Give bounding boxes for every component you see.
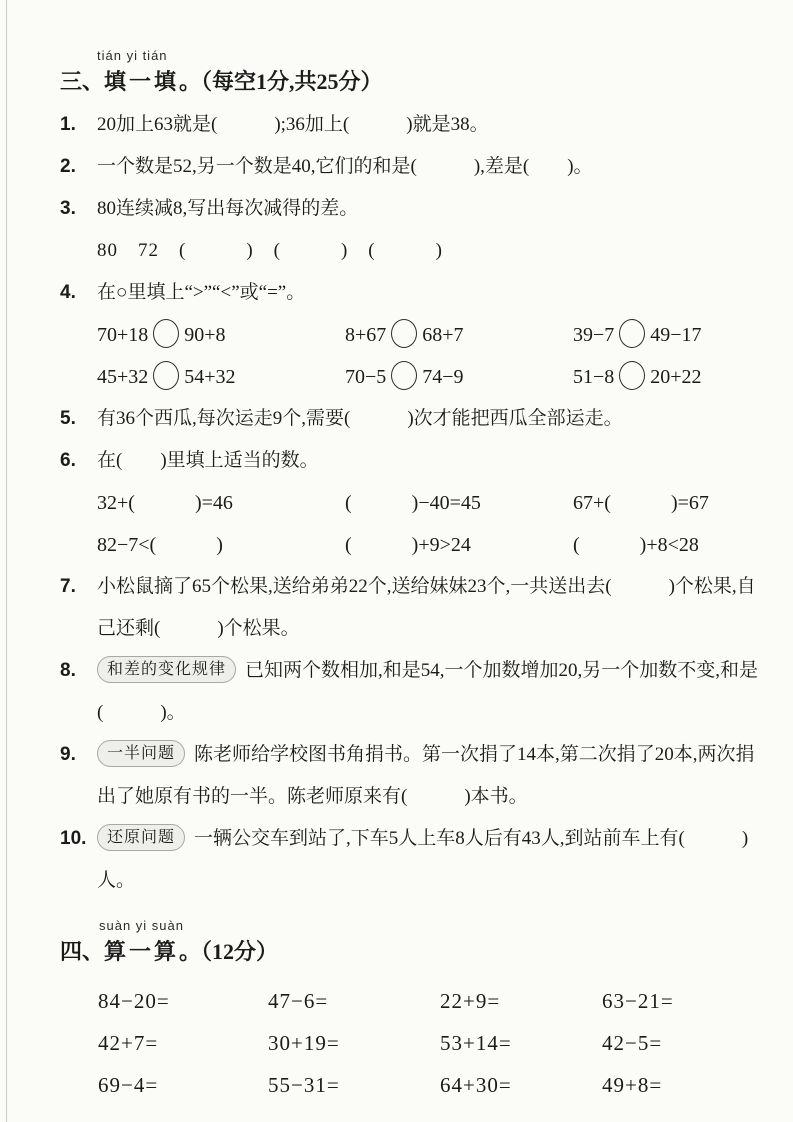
question-8: [60, 650, 767, 734]
fill-item: ( )+9>24: [345, 534, 471, 556]
fill-item: 67+( )=67: [573, 492, 709, 514]
calc-problem: 42−5=: [602, 1031, 663, 1055]
fill-row-1: [97, 482, 767, 524]
section3-number: 三、: [60, 69, 105, 94]
question-7: [60, 566, 767, 650]
calc-problem: 42+7=: [98, 1031, 159, 1055]
calc-problem: 69−4=: [98, 1073, 159, 1097]
question-3: [60, 188, 767, 272]
question-9-text: 陈老师给学校图书角捐书。第一次捐了14本,第二次捐了20本,两次捐出了她原有书的一半。陈老师原来有( )本书。: [97, 744, 755, 807]
question-3-text: 80连续减8,写出每次减得的差。: [97, 198, 359, 219]
question-8-number: 8.: [60, 660, 76, 681]
fill-item: ( )+8<28: [573, 534, 699, 556]
question-4-number: 4.: [60, 282, 76, 303]
calc-problem: 84−20=: [98, 989, 170, 1013]
section4-points: 。（12分）: [179, 939, 279, 964]
comparison-right: 74−9: [422, 366, 464, 388]
topic-badge: 还原问题: [97, 824, 185, 851]
comparison-row-1: [97, 314, 767, 356]
section4-title: 算一算: [104, 939, 180, 964]
comparison-right: 90+8: [184, 324, 226, 346]
compare-circle: [391, 319, 417, 348]
compare-circle: [153, 361, 179, 390]
section4: [60, 916, 767, 1106]
question-10-text: 一辆公交车到站了,下车5人上车8人后有43人,到站前车上有( )人。: [97, 828, 749, 891]
question-6-text: 在( )里填上适当的数。: [97, 450, 319, 471]
question-2-number: 2.: [60, 156, 76, 177]
section3-header: [60, 66, 767, 98]
comparison-right: 68+7: [422, 324, 464, 346]
calc-problem: 49+8=: [602, 1073, 663, 1097]
comparison-right: 20+22: [650, 366, 702, 388]
question-2-text: 一个数是52,另一个数是40,它们的和是( ),差是( )。: [97, 156, 593, 177]
calculation-grid: [98, 980, 738, 1106]
calc-problem: 47−6=: [268, 989, 329, 1013]
question-2: [60, 146, 767, 188]
fill-row-2: [97, 524, 767, 566]
section3-points: 。（每空1分,共25分）: [179, 69, 383, 94]
comparison-left: 39−7: [573, 324, 615, 346]
fill-item: ( )−40=45: [345, 492, 481, 514]
question-10: [60, 818, 767, 902]
section4-header: [60, 936, 767, 968]
comparison-item: [345, 314, 573, 356]
comparison-row-2: [97, 356, 767, 398]
question-3-sequence: 80 72 ( ) ( ) ( ): [97, 240, 443, 261]
section3-pinyin: tián yi tián: [97, 48, 168, 63]
topic-badge: 和差的变化规律: [97, 656, 236, 683]
question-10-number: 10.: [60, 828, 87, 849]
comparison-left: 70−5: [345, 366, 387, 388]
fill-item: 82−7<( ): [97, 534, 223, 556]
section4-pinyin: suàn yi suàn: [99, 918, 184, 933]
question-8-text: 已知两个数相加,和是54,一个加数增加20,另一个加数不变,和是( )。: [97, 660, 759, 723]
question-3-number: 3.: [60, 198, 76, 219]
question-4-text: 在○里填上“>”“<”或“=”。: [97, 282, 306, 303]
question-7-text: 小松鼠摘了65个松果,送给弟弟22个,送给妹妹23个,一共送出去( )个松果,自己还剩( )个松果。: [97, 576, 756, 639]
comparison-item: [97, 356, 345, 398]
compare-circle: [619, 319, 645, 348]
question-5-text: 有36个西瓜,每次运走9个,需要( )次才能把西瓜全部运走。: [97, 408, 623, 429]
fill-item: 32+( )=46: [97, 492, 233, 514]
calc-problem: 63−21=: [602, 989, 674, 1013]
compare-circle: [153, 319, 179, 348]
comparison-left: 8+67: [345, 324, 387, 346]
comparison-right: 49−17: [650, 324, 702, 346]
page-edge-line: [6, 0, 7, 1122]
question-4: [60, 272, 767, 398]
topic-badge: 一半问题: [97, 740, 185, 767]
calc-problem: 53+14=: [440, 1031, 512, 1055]
question-1: [60, 104, 767, 146]
section4-number: 四、: [60, 939, 105, 964]
compare-circle: [391, 361, 417, 390]
question-6: [60, 440, 767, 566]
question-6-number: 6.: [60, 450, 76, 471]
calc-problem: 22+9=: [440, 989, 501, 1013]
comparison-item: [573, 356, 767, 398]
question-9: [60, 734, 767, 818]
question-7-number: 7.: [60, 576, 76, 597]
comparison-item: [573, 314, 767, 356]
comparison-left: 51−8: [573, 366, 615, 388]
comparison-item: [345, 356, 573, 398]
question-5: [60, 398, 767, 440]
question-1-number: 1.: [60, 114, 76, 135]
calc-problem: 30+19=: [268, 1031, 340, 1055]
comparison-left: 70+18: [97, 324, 149, 346]
section3-title: 填一填: [104, 69, 180, 94]
calc-problem: 55−31=: [268, 1073, 340, 1097]
question-9-number: 9.: [60, 744, 76, 765]
comparison-left: 45+32: [97, 366, 149, 388]
compare-circle: [619, 361, 645, 390]
question-1-text: 20加上63就是( );36加上( )就是38。: [97, 114, 489, 135]
comparison-right: 54+32: [184, 366, 236, 388]
calc-problem: 64+30=: [440, 1073, 512, 1097]
question-5-number: 5.: [60, 408, 76, 429]
comparison-item: [97, 314, 345, 356]
